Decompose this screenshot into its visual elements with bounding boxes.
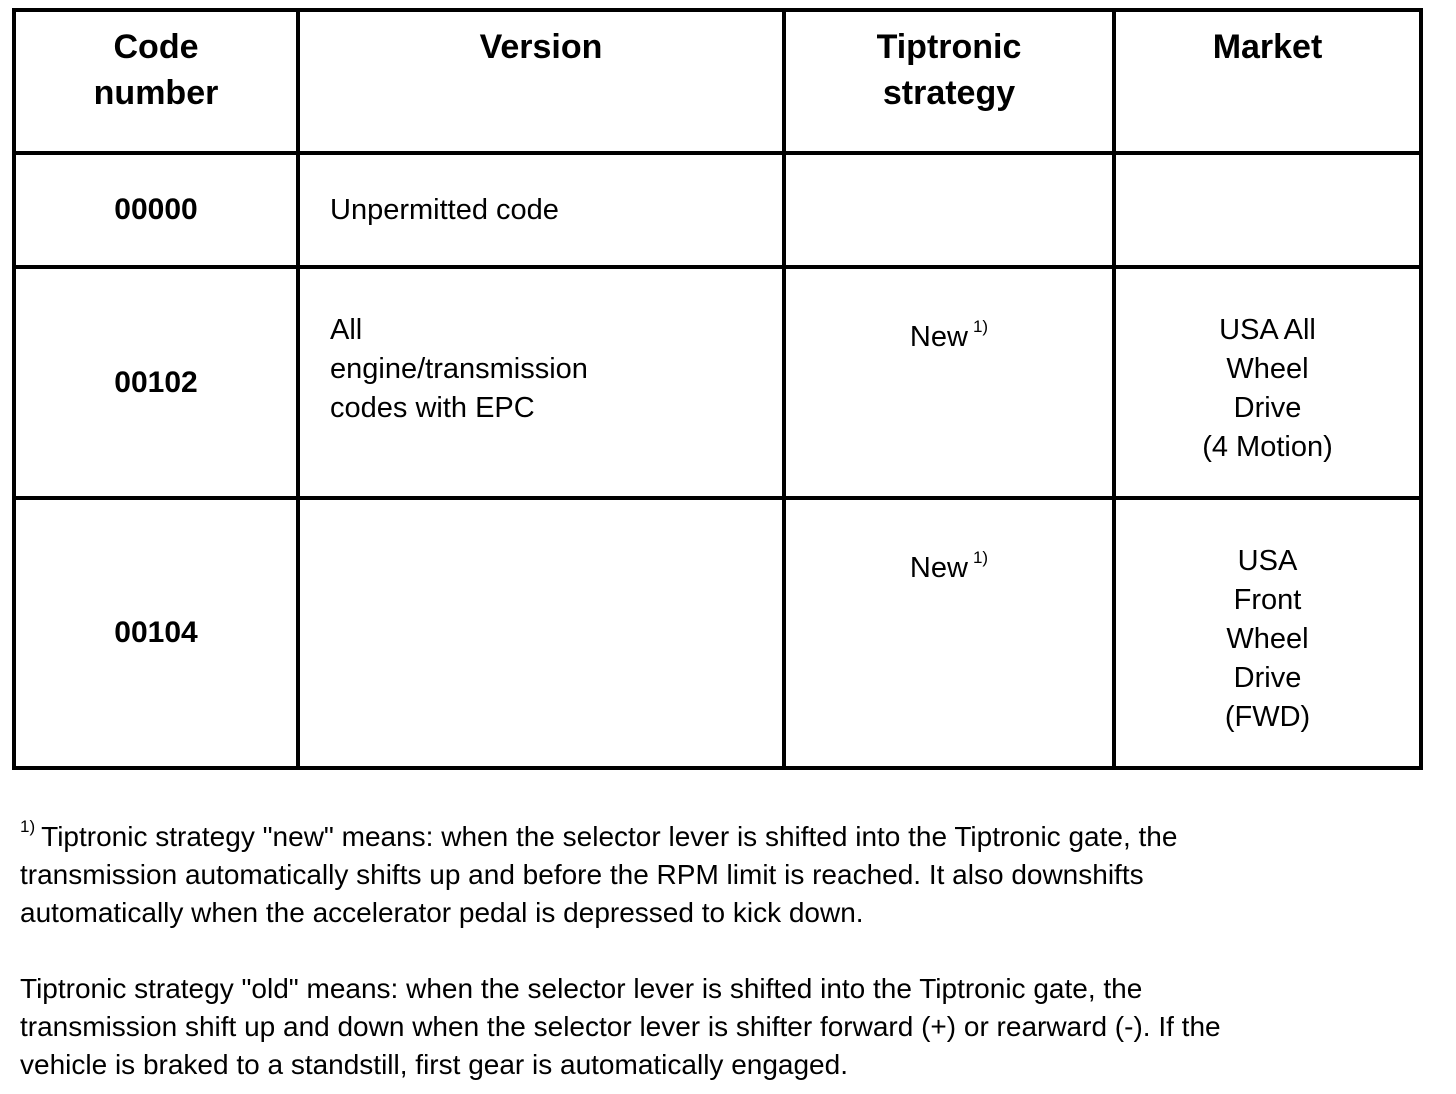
table-row: [14, 153, 1421, 267]
header-tiptronic-strategy: Tiptronic strategy: [784, 10, 1114, 153]
table-row: [14, 498, 1421, 768]
footnote-old: Tiptronic strategy "old" means: when the selector lever is shifted into the Tiptronic gate, the transmission shift up and down when the selector lever is shifter forward (+) or rearward (-). If the vehicle is braked to a standstill, first gear is automatically engaged.: [20, 973, 1221, 1080]
market-cell: USA All Wheel Drive (4 Motion): [1114, 267, 1421, 498]
tiptronic-cell: [784, 267, 1114, 498]
tiptronic-cell: [784, 498, 1114, 768]
version-cell: All engine/transmission codes with EPC: [298, 267, 784, 498]
market-cell: USA Front Wheel Drive (FWD): [1114, 498, 1421, 768]
footnote-new: $^{1)}$ Tiptronic strategy "new" means: when the selector lever is shifted into the Tiptronic gate, the transmission automatically shifts up and before the RPM limit is reached. It also downshifts automatically when the accelerator pedal is depressed to kick down.: [20, 817, 1178, 928]
tiptronic-value: New: [909, 321, 968, 353]
code-table: [12, 8, 1423, 770]
footnote-marker: 1): [20, 817, 36, 836]
tiptronic-value: New: [909, 552, 968, 584]
market-cell: [1114, 153, 1421, 267]
header-code-number: Code number: [14, 10, 298, 153]
header-market: Market: [1114, 10, 1421, 153]
footnote-ref: 1): [972, 548, 989, 567]
code-cell: 00104: [14, 498, 298, 768]
footnotes: [20, 808, 1420, 1084]
header-row: [14, 10, 1421, 153]
table-row: [14, 267, 1421, 498]
version-cell: [298, 498, 784, 768]
tiptronic-cell: [784, 153, 1114, 267]
code-cell: 00102: [14, 267, 298, 498]
version-cell: Unpermitted code: [298, 153, 784, 267]
footnote-ref: 1): [972, 317, 989, 336]
header-version: Version: [298, 10, 784, 153]
code-cell: 00000: [14, 153, 298, 267]
